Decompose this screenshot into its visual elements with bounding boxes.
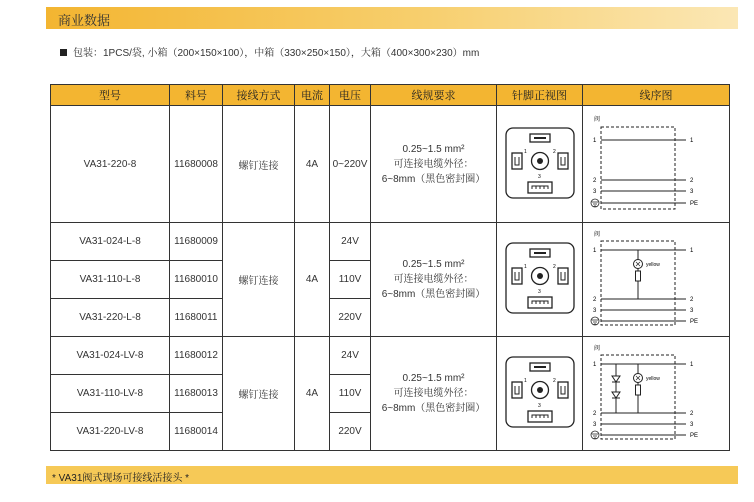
spec-line: 0.25~1.5 mm² <box>402 373 465 384</box>
terminal-label: 3 <box>690 188 694 195</box>
terminal-label: 1 <box>690 362 694 368</box>
spec-line: 可连接电缆外径： <box>393 274 474 285</box>
footer-note: * VA31阀式现场可接线活接头 * <box>52 473 190 484</box>
svg-text:2: 2 <box>552 264 556 270</box>
diode-icon <box>612 392 620 398</box>
spec-cell <box>371 223 497 337</box>
led-label: yellow <box>646 376 660 382</box>
table-row <box>51 337 730 375</box>
valve-label: 阀 <box>594 116 601 123</box>
voltage-cell: 24V <box>330 223 371 261</box>
col-header: 线规要求 <box>371 85 497 106</box>
wiring-cell: 螺钉连接 <box>223 223 295 337</box>
svg-text:3: 3 <box>593 308 597 314</box>
wiring-diagram-cell <box>583 337 730 451</box>
wiring-diagram <box>586 340 726 444</box>
part-cell: 11680014 <box>170 413 223 451</box>
voltage-cell: 0~220V <box>330 106 371 223</box>
svg-text:3: 3 <box>593 188 597 195</box>
svg-text:2: 2 <box>552 378 556 384</box>
terminal-label: 3 <box>690 308 694 314</box>
wiring-diagram-cell <box>583 106 730 223</box>
col-header: 电流 <box>295 85 330 106</box>
pin-front-view-diagram <box>504 241 576 315</box>
current-cell: 4A <box>295 223 330 337</box>
svg-text:1: 1 <box>593 362 597 368</box>
part-cell: 11680008 <box>170 106 223 223</box>
pin-view-cell <box>497 106 583 223</box>
section-title: 商业数据 <box>58 13 111 28</box>
part-cell: 11680012 <box>170 337 223 375</box>
wiring-cell: 螺钉连接 <box>223 337 295 451</box>
spec-cell <box>371 337 497 451</box>
spec-line: 0.25~1.5 mm² <box>402 259 465 270</box>
voltage-cell: 24V <box>330 337 371 375</box>
current-cell: 4A <box>295 337 330 451</box>
model-cell: VA31-024-L-8 <box>51 223 170 261</box>
svg-text:2: 2 <box>552 148 556 155</box>
spec-line: 6~8mm（黑色密封圈） <box>381 173 486 185</box>
terminal-label: 2 <box>690 297 694 303</box>
col-header: 型号 <box>51 85 170 106</box>
wiring-cell: 螺钉连接 <box>223 106 295 223</box>
pin-view-cell <box>497 223 583 337</box>
bullet-square-icon <box>60 49 67 56</box>
model-cell: VA31-220-LV-8 <box>51 413 170 451</box>
svg-text:1: 1 <box>523 148 527 155</box>
svg-text:3: 3 <box>537 289 541 295</box>
voltage-cell: 110V <box>330 261 371 299</box>
part-cell: 11680009 <box>170 223 223 261</box>
table-row <box>51 223 730 261</box>
spec-line: 可连接电缆外径： <box>393 158 474 170</box>
svg-text:2: 2 <box>593 411 597 417</box>
terminal-label: 1 <box>690 248 694 254</box>
terminal-label: 3 <box>690 422 694 428</box>
valve-label: 阀 <box>594 232 601 238</box>
terminal-label: 1 <box>690 137 694 144</box>
voltage-cell: 220V <box>330 413 371 451</box>
packaging-text: 包装：1PCS/袋, 小箱（200×150×100），中箱（330×250×150），大箱（400×300×230）mm <box>73 48 480 59</box>
terminal-label: 2 <box>690 411 694 417</box>
product-table <box>50 84 730 451</box>
svg-text:2: 2 <box>593 177 597 184</box>
terminal-label: PE <box>690 319 699 325</box>
model-cell: VA31-110-L-8 <box>51 261 170 299</box>
valve-label: 阀 <box>594 346 601 352</box>
wiring-diagram <box>586 226 726 330</box>
part-cell: 11680010 <box>170 261 223 299</box>
col-header: 电压 <box>330 85 371 106</box>
spec-line: 6~8mm（黑色密封圈） <box>381 289 486 300</box>
footer-note-bar <box>46 466 738 484</box>
led-label: yellow <box>646 262 660 268</box>
spec-line: 0.25~1.5 mm² <box>402 143 465 155</box>
terminal-label: 2 <box>690 177 694 184</box>
terminal-label: PE <box>690 433 699 439</box>
pin-front-view-diagram <box>504 355 576 429</box>
wiring-diagram-cell <box>583 223 730 337</box>
diode-icon <box>612 376 620 382</box>
pin-front-view-diagram <box>504 126 576 200</box>
model-cell: VA31-110-LV-8 <box>51 375 170 413</box>
pin-view-cell <box>497 337 583 451</box>
table-row <box>51 106 730 223</box>
svg-text:3: 3 <box>537 403 541 409</box>
wiring-diagram <box>586 109 726 217</box>
svg-text:2: 2 <box>593 297 597 303</box>
model-cell: VA31-024-LV-8 <box>51 337 170 375</box>
col-header: 针脚正视图 <box>497 85 583 106</box>
resistor-icon <box>636 271 641 281</box>
current-cell: 4A <box>295 106 330 223</box>
resistor-icon <box>636 385 641 395</box>
model-cell: VA31-220-8 <box>51 106 170 223</box>
svg-text:1: 1 <box>593 248 597 254</box>
header-row <box>51 85 730 106</box>
svg-text:1: 1 <box>523 264 527 270</box>
svg-text:1: 1 <box>593 137 597 144</box>
svg-text:3: 3 <box>537 173 541 180</box>
model-cell: VA31-220-L-8 <box>51 299 170 337</box>
svg-text:1: 1 <box>523 378 527 384</box>
svg-text:3: 3 <box>593 422 597 428</box>
spec-line: 6~8mm（黑色密封圈） <box>381 403 486 414</box>
part-cell: 11680011 <box>170 299 223 337</box>
section-header <box>46 7 738 29</box>
spec-line: 可连接电缆外径： <box>393 388 474 399</box>
col-header: 线序图 <box>583 85 730 106</box>
voltage-cell: 110V <box>330 375 371 413</box>
col-header: 料号 <box>170 85 223 106</box>
part-cell: 11680013 <box>170 375 223 413</box>
terminal-label: PE <box>690 200 699 207</box>
spec-cell <box>371 106 497 223</box>
voltage-cell: 220V <box>330 299 371 337</box>
col-header: 接线方式 <box>223 85 295 106</box>
packaging-info <box>60 44 479 59</box>
